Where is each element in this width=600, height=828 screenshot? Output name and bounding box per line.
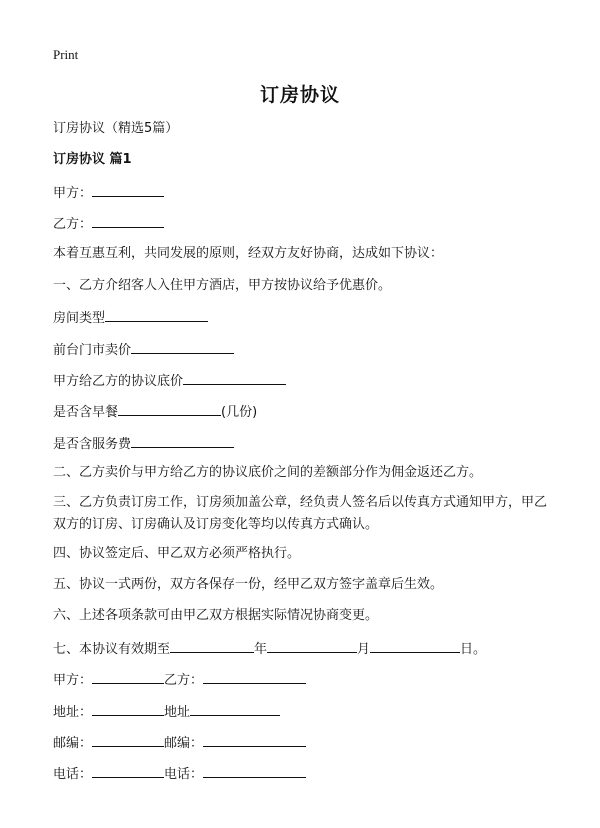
address-row bbox=[53, 703, 280, 721]
postcode-b-label: 邮编： bbox=[164, 736, 204, 751]
clause-3: 三、乙方负责订房工作，订房须加盖公章，经负责人签名后以传真方式通知甲方，甲乙双方的订房、订房确认及订房变化等均以传真方式确认。 bbox=[53, 495, 548, 532]
signature-row bbox=[53, 671, 306, 689]
room-type-blank bbox=[105, 309, 208, 322]
breakfast-label: 是否含早餐 bbox=[53, 405, 119, 420]
month-label: 月 bbox=[357, 642, 371, 657]
sign-a-blank bbox=[92, 671, 164, 684]
page-title: 订房协议 bbox=[259, 84, 340, 106]
clause-7 bbox=[53, 640, 486, 658]
party-a-line bbox=[53, 184, 164, 202]
intro-text: 本着互惠互利，共同发展的原则，经双方友好协商，达成如下协议： bbox=[53, 246, 444, 261]
room-type-label: 房间类型 bbox=[53, 311, 106, 326]
phone-a-label: 电话： bbox=[53, 767, 93, 782]
party-b-label: 乙方： bbox=[53, 217, 93, 232]
party-a-blank bbox=[92, 184, 164, 197]
party-b-line bbox=[53, 215, 164, 233]
front-desk-price-blank bbox=[131, 341, 234, 354]
day-blank bbox=[370, 640, 460, 653]
room-type-line bbox=[53, 309, 208, 327]
subtitle: 订房协议（精选5篇） bbox=[53, 121, 179, 136]
breakfast-blank bbox=[118, 403, 221, 416]
day-label: 日。 bbox=[460, 642, 487, 657]
phone-row bbox=[53, 765, 306, 783]
service-fee-line bbox=[53, 435, 234, 453]
print-label[interactable]: Print bbox=[53, 47, 79, 62]
service-fee-blank bbox=[131, 435, 234, 448]
postcode-row bbox=[53, 734, 306, 752]
clause-4: 四、协议签定后、甲乙双方必须严格执行。 bbox=[53, 546, 301, 561]
breakfast-suffix: (几份) bbox=[221, 405, 258, 420]
service-fee-label: 是否含服务费 bbox=[53, 437, 132, 452]
sign-a-label: 甲方： bbox=[53, 673, 93, 688]
address-a-label: 地址： bbox=[53, 705, 93, 720]
breakfast-line bbox=[53, 403, 257, 421]
clause-5: 五、协议一式两份，双方各保存一份，经甲乙双方签字盖章后生效。 bbox=[53, 577, 444, 592]
clause-6: 六、上述各项条款可由甲乙双方根据实际情况协商变更。 bbox=[53, 608, 379, 623]
postcode-a-label: 邮编： bbox=[53, 736, 93, 751]
agreed-price-blank bbox=[183, 372, 286, 385]
clause-1: 一、乙方介绍客人入住甲方酒店，甲方按协议给予优惠价。 bbox=[53, 278, 392, 293]
postcode-b-blank bbox=[203, 734, 306, 747]
phone-a-blank bbox=[92, 765, 164, 778]
postcode-a-blank bbox=[92, 734, 164, 747]
sign-b-blank bbox=[203, 671, 306, 684]
month-blank bbox=[267, 640, 357, 653]
phone-b-label: 电话： bbox=[164, 767, 204, 782]
address-b-label: 地址 bbox=[164, 705, 191, 720]
clause-7-prefix: 七、本协议有效期至 bbox=[53, 642, 171, 657]
agreed-price-label: 甲方给乙方的协议底价 bbox=[53, 374, 184, 389]
phone-b-blank bbox=[203, 765, 306, 778]
sign-b-label: 乙方： bbox=[164, 673, 204, 688]
agreed-price-line bbox=[53, 372, 286, 390]
party-b-blank bbox=[92, 215, 164, 228]
front-desk-price-line bbox=[53, 341, 234, 359]
party-a-label: 甲方： bbox=[53, 186, 93, 201]
clause-2: 二、乙方卖价与甲方给乙方的协议底价之间的差额部分作为佣金返还乙方。 bbox=[53, 465, 483, 480]
section-heading: 订房协议 篇1 bbox=[53, 152, 132, 167]
year-blank bbox=[170, 640, 254, 653]
year-label: 年 bbox=[254, 642, 268, 657]
address-a-blank bbox=[92, 703, 164, 716]
front-desk-price-label: 前台门市卖价 bbox=[53, 343, 132, 358]
address-b-blank bbox=[190, 703, 280, 716]
